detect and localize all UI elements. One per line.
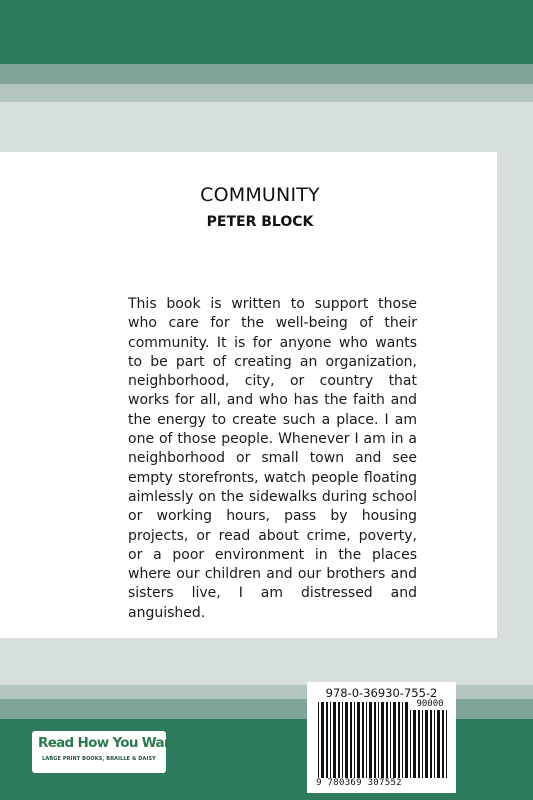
barcode-bar [369, 702, 372, 778]
barcode-bar [425, 710, 428, 778]
publisher-logo [32, 731, 179, 773]
barcode-bar [374, 702, 376, 778]
barcode-bar [393, 702, 396, 778]
isbn-barcode-box [307, 682, 456, 793]
barcode-main-bars [318, 702, 410, 778]
barcode-bar [437, 710, 440, 778]
barcode-digits: 9 780369 307552 [316, 778, 402, 788]
barcode-bar [418, 710, 420, 778]
isbn-label: 978-0-36930-755-2 [325, 686, 438, 700]
publisher-logo-name: Read How You Want [38, 735, 179, 751]
barcode-bar [354, 702, 355, 778]
barcode-bar [434, 710, 435, 778]
barcode-bar [446, 710, 447, 778]
barcode-bar [345, 702, 348, 778]
barcode-bar [330, 702, 331, 778]
barcode-bar [402, 702, 403, 778]
barcode-bar [333, 702, 336, 778]
barcode-addon-bars [410, 710, 450, 778]
barcode-bar [321, 702, 324, 778]
barcode-bar [362, 702, 364, 778]
barcode-bar [422, 710, 423, 778]
barcode-bar [442, 710, 444, 778]
barcode-bar [326, 702, 328, 778]
barcode-bar [413, 710, 416, 778]
top-dark-band [0, 0, 533, 64]
barcode-bar [338, 702, 340, 778]
barcode-bar [318, 702, 319, 778]
barcode-bar [350, 702, 352, 778]
book-title: COMMUNITY [200, 184, 320, 206]
barcode-bar [398, 702, 400, 778]
publisher-logo-tagline: LARGE PRINT BOOKS, BRAILLE & DAISY [42, 756, 156, 762]
barcode-bar [390, 702, 391, 778]
barcode-bar [430, 710, 432, 778]
barcode-bar [342, 702, 343, 778]
barcode-bar [410, 710, 411, 778]
barcode-bar [381, 702, 384, 778]
top-mid-band [0, 64, 533, 84]
book-author: PETER BLOCK [206, 214, 314, 230]
barcode-bar [405, 702, 408, 778]
back-cover-blurb: This book is written to support those who care for the well-being of their community. It is for anyone who wants to be part of creating an organization, neighborhood, city, or country that works for all, and who has the faith and the energy to create such a place. I am one of those people. Whenever I am in a neighborhood or small town and see empty storefronts, watch people floating aimlessly on the sidewalks during school or working hours, pass by housing projects, or read about crime, poverty, or a poor environment in the places where our children and our brothers and sisters live, I am distressed and anguished. [128, 296, 417, 621]
barcode-bar [357, 702, 360, 778]
barcode-bar [378, 702, 379, 778]
barcode-bar [386, 702, 388, 778]
top-light-band [0, 84, 533, 102]
barcode-addon-number: 90000 [416, 699, 444, 709]
barcode-bar [366, 702, 367, 778]
